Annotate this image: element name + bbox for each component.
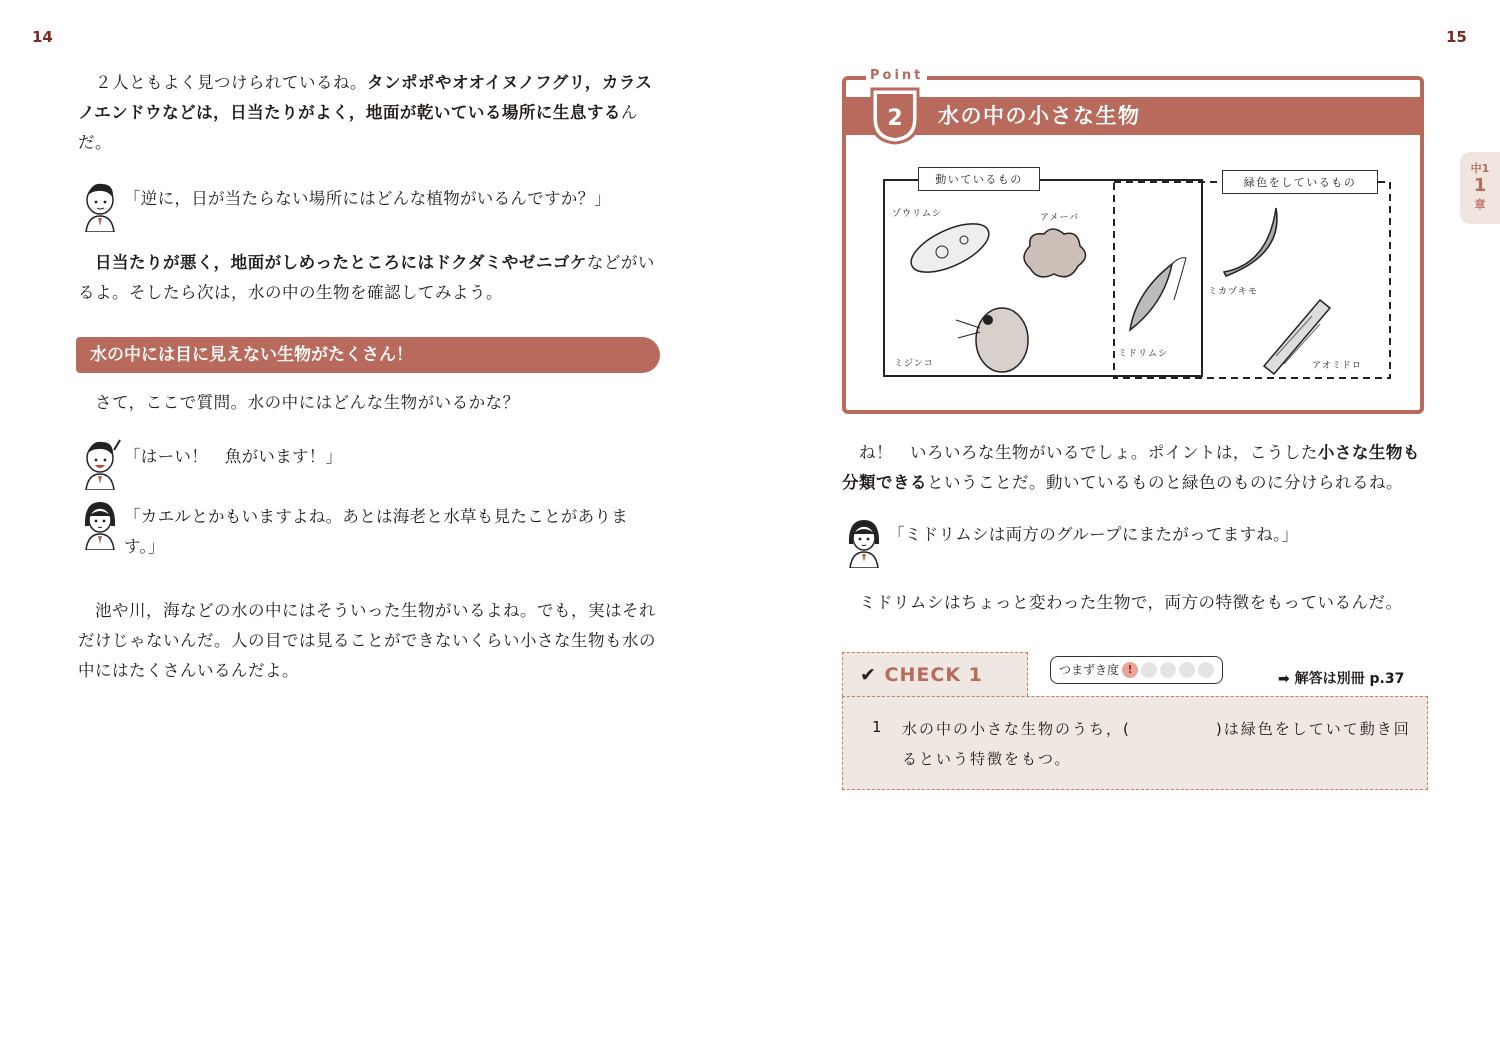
stumble-dot-2 bbox=[1141, 662, 1157, 678]
check-title-text: CHECK 1 bbox=[884, 664, 983, 686]
right-paragraph-1 bbox=[842, 438, 1432, 498]
group-tag-moving: 動いているもの bbox=[918, 167, 1040, 191]
dialog-text-2: 「はーい！ 魚がいます！」 bbox=[124, 447, 343, 466]
amoeba-icon bbox=[1024, 229, 1086, 277]
dialog-girl-2 bbox=[842, 514, 1432, 568]
dialog-text-1: 「逆に，日が当たらない場所にはどんな植物がいるんですか？」 bbox=[124, 189, 612, 208]
chapter-tab-grade: 中1 bbox=[1470, 162, 1490, 175]
check-box bbox=[842, 652, 1430, 790]
group-tag-green: 緑色をしているもの bbox=[1222, 170, 1378, 194]
para1-lead: ２人ともよく見つけられているね。 bbox=[95, 73, 367, 92]
para3-text: さて，ここで質問。水の中にはどんな生物がいるかな？ bbox=[95, 393, 520, 412]
label-spirogyra: アオミドロ bbox=[1312, 361, 1362, 371]
dialog-text-4: 「ミドリムシは両方のグループにまたがってますね。」 bbox=[888, 525, 1299, 544]
para1-bold: タンポポやオオイヌノフグリ，カラスノエンドウなどは，日当たりがよく，地面が乾いている場所に生息する bbox=[78, 73, 653, 122]
point-number-badge bbox=[868, 85, 922, 145]
stumble-rating bbox=[1050, 656, 1223, 684]
right-para1-lead: ね！ いろいろな生物がいるでしょ。ポイントは，こうした bbox=[859, 443, 1318, 462]
right-para1-bold: 小さな生物も分類できる bbox=[842, 443, 1420, 492]
boy-avatar-icon bbox=[78, 436, 124, 490]
checkmark-icon: ✔ bbox=[860, 664, 877, 686]
girl-avatar-icon bbox=[78, 496, 124, 550]
dialog-text-3: 「カエルとかもいますよね。あとは海老と水草も見たことがあります。」 bbox=[124, 507, 628, 556]
chapter-tab[interactable] bbox=[1460, 152, 1500, 224]
answer-reference[interactable] bbox=[1278, 668, 1404, 688]
para2-tail: などがいるよ。そしたら次は，水の中の生物を確認してみよう。 bbox=[78, 253, 655, 302]
point-number: 2 bbox=[887, 106, 903, 131]
label-amoeba: アメーバ bbox=[1040, 213, 1080, 223]
chapter-tab-number: 1 bbox=[1473, 175, 1487, 196]
paragraph-1 bbox=[78, 68, 662, 158]
dialog-boy-1 bbox=[78, 178, 668, 232]
right-para1-tail: ということだ。動いているものと緑色のものに分けられるね。 bbox=[927, 473, 1403, 492]
stumble-dot-3 bbox=[1160, 662, 1176, 678]
dialog-boy-2 bbox=[78, 436, 668, 490]
girl-avatar-icon bbox=[842, 514, 888, 568]
question-number: 1 bbox=[872, 718, 882, 736]
section-heading: 水の中には目に見えない生物がたくさん！ bbox=[76, 337, 660, 373]
paragraph-3 bbox=[78, 388, 662, 418]
stumble-dot-1: ! bbox=[1122, 662, 1138, 678]
point-title: 水の中の小さな生物 bbox=[938, 104, 1141, 128]
page-number-left: 14 bbox=[32, 28, 53, 46]
arrow-right-icon: ➡ bbox=[1278, 671, 1290, 687]
label-paramecium: ゾウリムシ bbox=[892, 209, 943, 219]
stumble-label: つまずき度 bbox=[1059, 663, 1120, 677]
closterium-icon bbox=[1224, 208, 1277, 276]
right-para2-text: ミドリムシはちょっと変わった生物で，両方の特徴をもっているんだ。 bbox=[859, 593, 1403, 612]
label-daphnia: ミジンコ bbox=[894, 359, 934, 369]
right-paragraph-2 bbox=[842, 588, 1432, 618]
label-closterium: ミカヅキモ bbox=[1208, 287, 1259, 297]
para4-text: 池や川，海などの水の中にはそういった生物がいるよね。でも，実はそれだけじゃないんだ。人の目では見ることができないくらい小さな生物も水の中にはたくさんいるんだよ。 bbox=[78, 601, 656, 680]
stumble-dot-5 bbox=[1198, 662, 1214, 678]
chapter-tab-label: 章 bbox=[1474, 198, 1486, 211]
point-label: Point bbox=[866, 68, 927, 83]
para1-tail: んだ。 bbox=[78, 103, 638, 152]
para2-bold: 日当たりが悪く，地面がしめったところにはドクダミやゼニゴケ bbox=[95, 253, 587, 272]
answer-reference-text: 解答は別冊 p.37 bbox=[1294, 671, 1405, 687]
paragraph-2 bbox=[78, 248, 662, 308]
check-title bbox=[860, 664, 983, 686]
page-number-right: 15 bbox=[1446, 28, 1467, 46]
label-euglena: ミドリムシ bbox=[1118, 349, 1169, 359]
paragraph-4 bbox=[78, 596, 662, 686]
boy-avatar-icon bbox=[78, 178, 124, 232]
dialog-girl-1 bbox=[78, 496, 668, 562]
stumble-dot-4 bbox=[1179, 662, 1195, 678]
question-text: 水の中の小さな生物のうち，( )は緑色をしていて動き回るという特徴をもつ。 bbox=[902, 720, 1411, 768]
